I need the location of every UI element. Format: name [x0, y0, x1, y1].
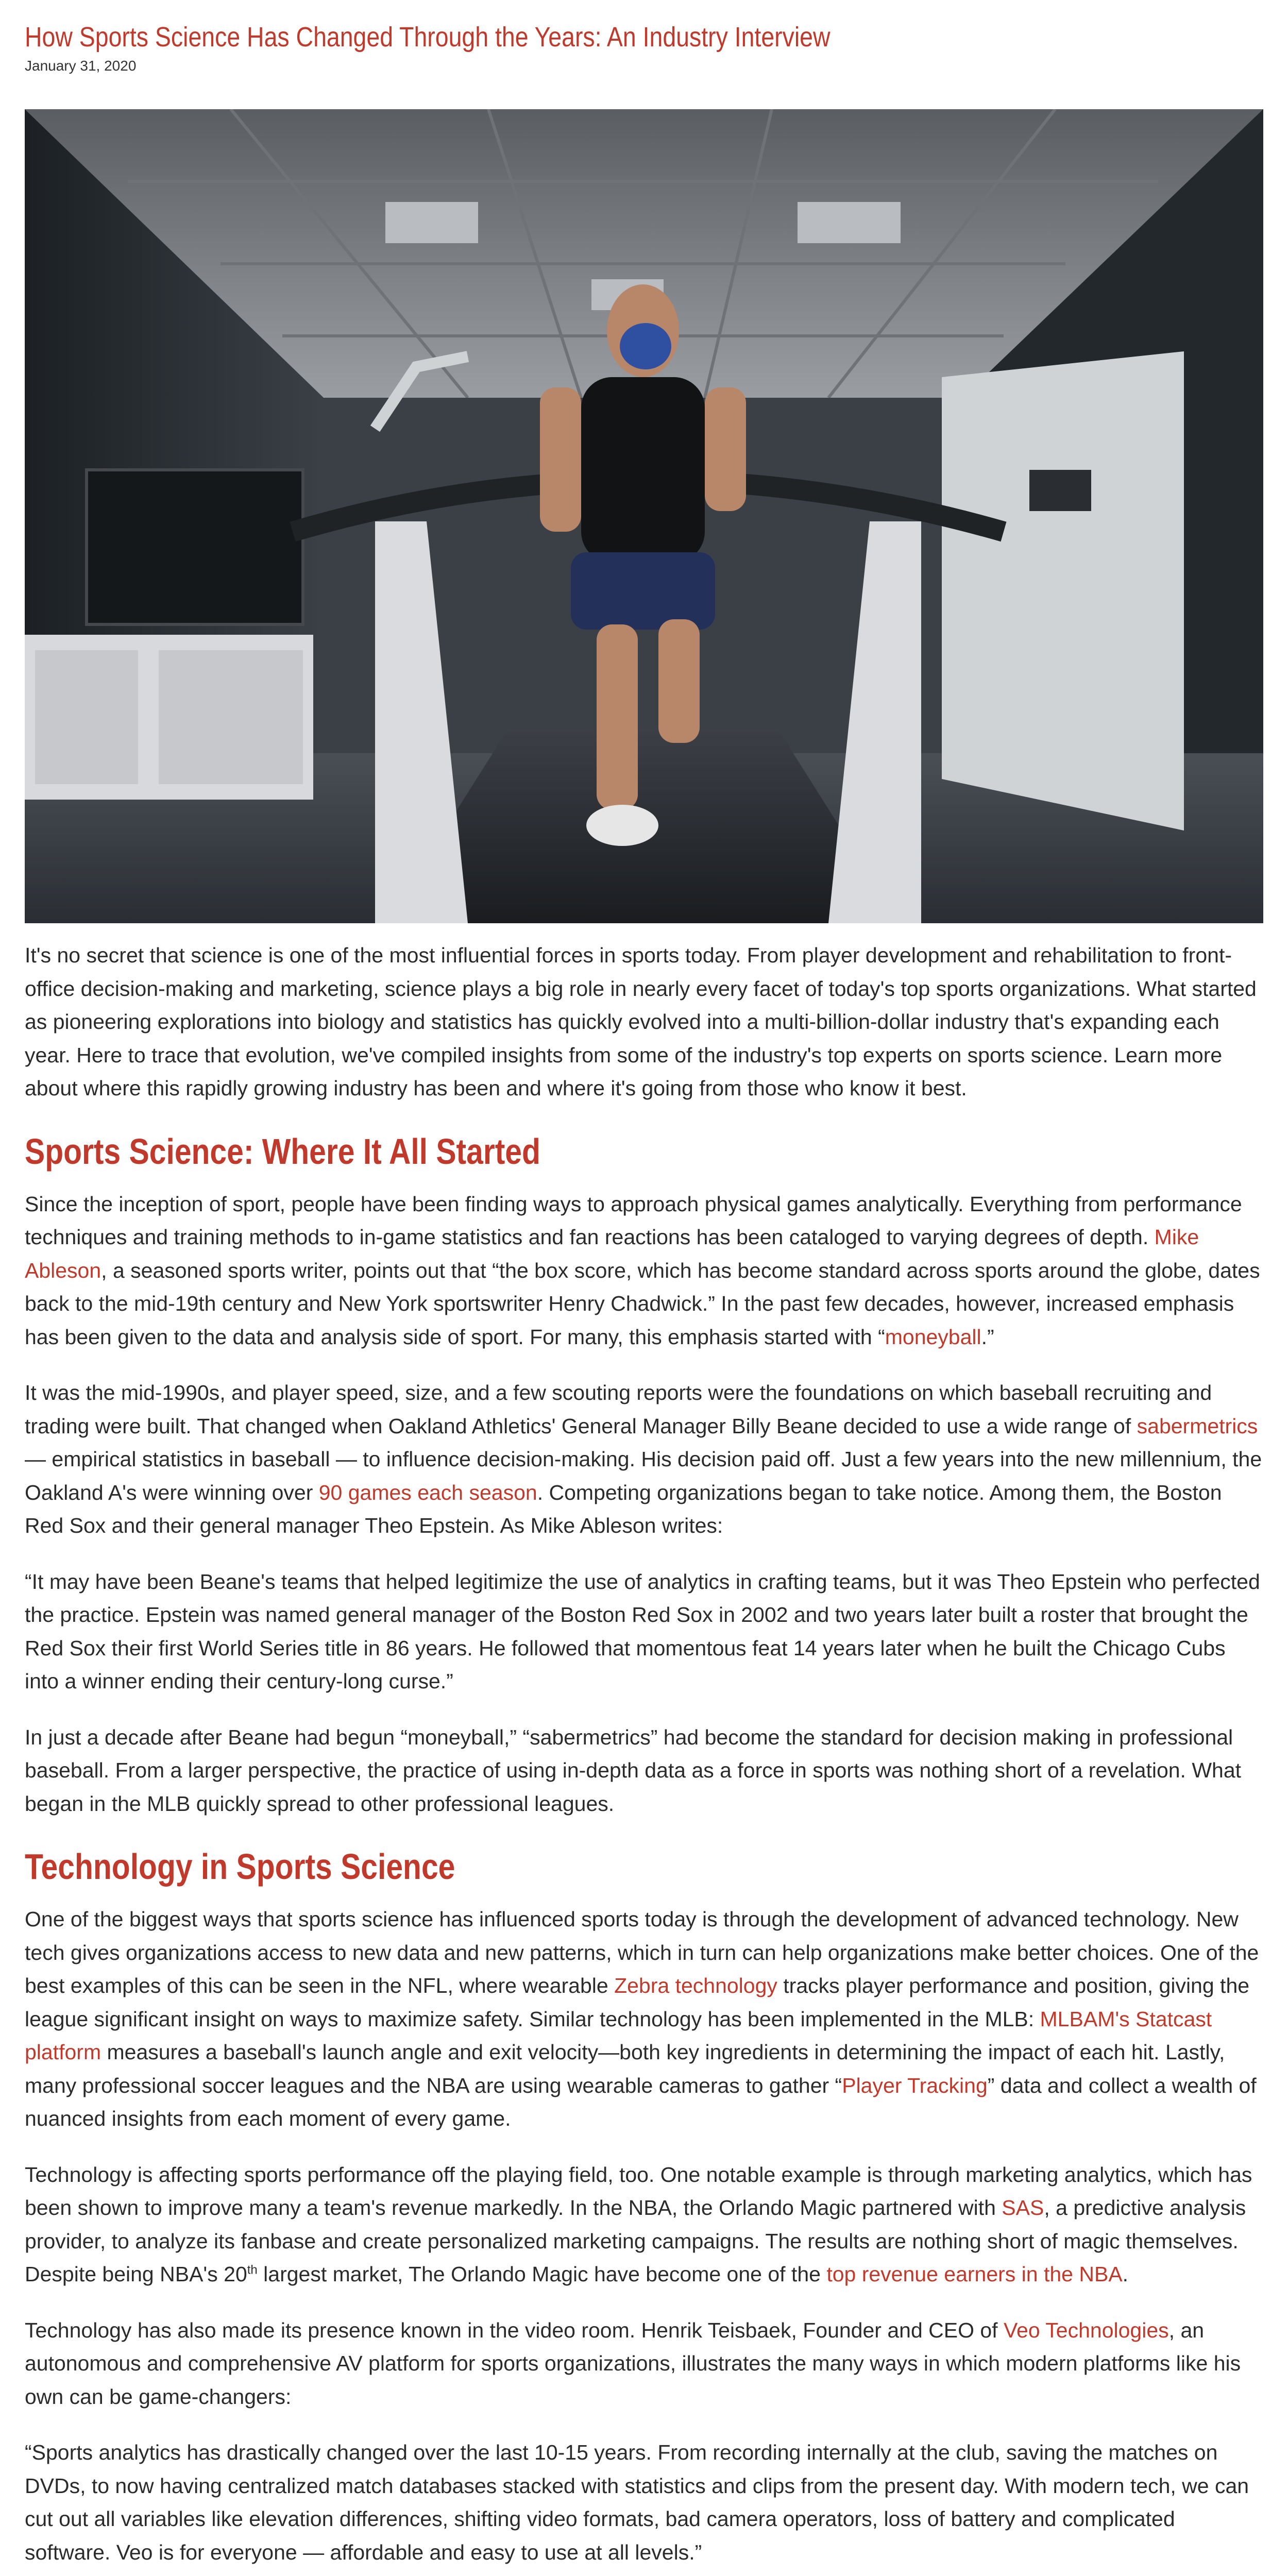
hero-image [25, 109, 1263, 923]
paragraph: Technology is affecting sports performance off the playing field, too. One notable example is through marketing analytics, which has been shown to improve many a team's revenue markedly. In the NBA, the Orlando Magic partnered with SAS, a predictive analysis provider, to analyze its fanbase and create personalized marketing campaigns. The results are nothing short of magic themselves. Despite being NBA's 20th largest market, The Orlando Magic have become one of the top revenue earners in the NBA. [25, 2162, 1252, 2286]
link-zebra-technology[interactable]: Zebra technology [614, 1974, 777, 1997]
article-body [25, 939, 1263, 2576]
link-veo-technologies[interactable]: Veo Technologies [1003, 2318, 1169, 2342]
article-title: How Sports Science Has Changed Through the Years: An Industry Interview [25, 22, 831, 53]
intro-paragraph: It's no secret that science is one of the most influential forces in sports today. From player development and rehabilitation to front-office decision-making and marketing, science plays a big role in nearly every facet of today's top sports organizations. What started as pioneering explorations into biology and statistics has quickly evolved into a multi-billion-dollar industry that's expanding each year. Here to trace that evolution, we've compiled insights from some of the industry's top experts on sports science. Learn more about where this rapidly growing industry has been and where it's going from those who know it best. [25, 943, 1257, 1100]
link-sabermetrics[interactable]: sabermetrics [1137, 1414, 1258, 1438]
link-top-revenue[interactable]: top revenue earners in the NBA [826, 2262, 1123, 2286]
paragraph: One of the biggest ways that sports science has influenced sports today is through the development of advanced technology. New tech gives organizations access to new data and new patterns, which in turn can help organizations make better choices. One of the best examples of this can be seen in the NFL, where wearable Zebra technology tracks player performance and position, giving the league significant insight on ways to maximize safety. Similar technology has been implemented in the MLB: MLBAM's Statcast platform measures a baseball's launch angle and exit velocity—both key ingredients in determining the impact of each hit. Lastly, many professional soccer leagues and the NBA are using wearable cameras to gather “Player Tracking” data and collect a wealth of nuanced insights from each moment of every game. [25, 1907, 1259, 2130]
article-date: January 31, 2020 [25, 58, 137, 74]
quote-paragraph: “It may have been Beane's teams that helped legitimize the use of analytics in crafting teams, but it was Theo Epstein who perfected the practice. Epstein was named general manager of the Boston Red Sox in 2002 and two years later built a roster that brought the Red Sox their first World Series title in 86 years. He followed that momentous feat 14 years later when he built the Chicago Cubs into a winner ending their century-long curse.” [25, 1569, 1260, 1693]
link-sas[interactable]: SAS [1002, 2196, 1044, 2219]
link-player-tracking[interactable]: Player Tracking [842, 2073, 988, 2097]
link-statcast[interactable]: MLBAM's Statcast platform [25, 2007, 1212, 2064]
paragraph: Technology has also made its presence known in the video room. Henrik Teisbaek, Founder and CEO of Veo Technologies, an autonomous and comprehensive AV platform for sports organizations, illustrates the many ways in which modern platforms like his own can be game-changers: [25, 2318, 1241, 2409]
link-mike-ableson[interactable]: Mike Ableson [25, 1225, 1199, 1282]
link-moneyball[interactable]: moneyball [885, 1325, 981, 1349]
section-heading-technology: Technology in Sports Science [25, 1846, 455, 1887]
paragraph: It was the mid-1990s, and player speed, size, and a few scouting reports were the foundations on which baseball recruiting and trading were built. That changed when Oakland Athletics' General Manager Billy Beane decided to use a wide range of sabermetrics — empirical statistics in baseball — to influence decision-making. His decision paid off. Just a few years into the new millennium, the Oakland A's were winning over 90 games each season. Competing organizations began to take notice. Among them, the Boston Red Sox and their general manager Theo Epstein. As Mike Ableson writes: [25, 1381, 1262, 1537]
link-90-games[interactable]: 90 games each season [318, 1480, 537, 1504]
section-heading-started: Sports Science: Where It All Started [25, 1131, 540, 1172]
quote-paragraph: “Sports analytics has drastically changed over the last 10-15 years. From recording internally at the club, saving the matches on DVDs, to now having centralized match databases stacked with statistics and clips from the present day. With modern tech, we can cut out all variables like elevation differences, shifting video formats, bad camera operators, loss of battery and complicated software. Veo is for everyone — affordable and easy to use at all levels.” [25, 2441, 1249, 2564]
paragraph: In just a decade after Beane had begun “moneyball,” “sabermetrics” had become the standard for decision making in professional baseball. From a larger perspective, the practice of using in-depth data as a force in sports was nothing short of a revelation. What began in the MLB quickly spread to other professional leagues. [25, 1725, 1242, 1816]
paragraph: Since the inception of sport, people have been finding ways to approach physical games analytically. Everything from performance techniques and training methods to in-game statistics and fan reactions has been cataloged to varying degrees of depth. Mike Ableson, a seasoned sports writer, points out that “the box score, which has become standard across sports around the globe, dates back to the mid-19th century and New York sportswriter Henry Chadwick.” In the past few decades, however, increased emphasis has been given to the data and analysis side of sport. For many, this emphasis started with “moneyball.” [25, 1192, 1260, 1349]
